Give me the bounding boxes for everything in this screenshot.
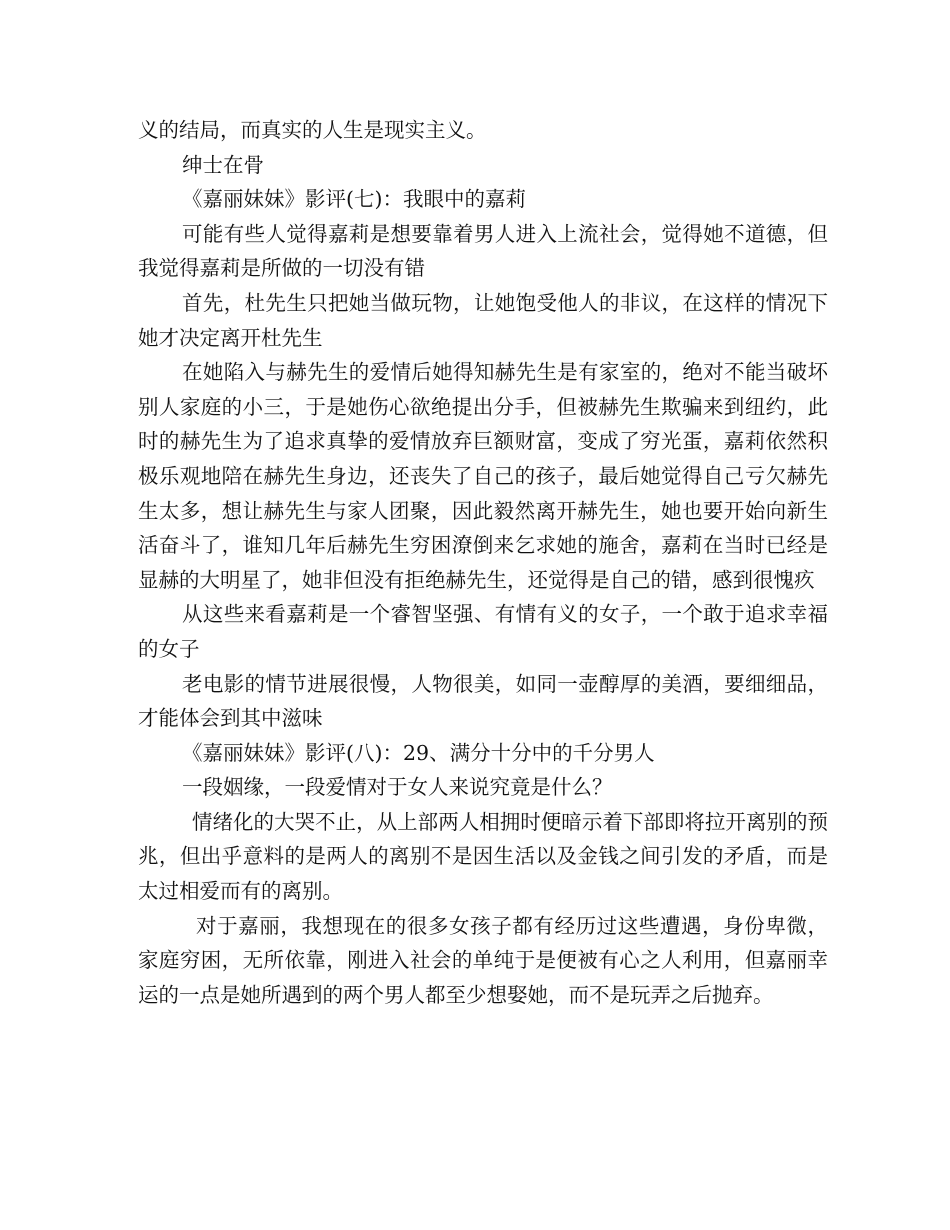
paragraph-12: 对于嘉丽，我想现在的很多女孩子都有经历过这些遭遇，身份卑微，家庭穷困，无所依靠，刚进入社会的单纯于是便被有心之人利用，但嘉丽幸运的一点是她所遇到的两个男人都至少想娶她，而不是玩弄之后抛弃。: [138, 913, 828, 1007]
paragraph-4: 可能有些人觉得嘉莉是想要靠着男人进入上流社会，觉得她不道德，但我觉得嘉莉是所做的一切没有错: [138, 221, 828, 281]
section-heading-review-7: 《嘉丽妹妹》影评(七)：我眼中的嘉莉: [182, 187, 526, 212]
paragraph-11: 情绪化的大哭不止，从上部两人相拥时便暗示着下部即将拉开离别的预兆，但出乎意料的是两人的离别不是因生活以及金钱之间引发的矛盾，而是太过相爱而有的离别。: [138, 809, 828, 904]
paragraph-2: 绅士在骨: [182, 152, 264, 177]
document-body: [138, 113, 828, 1012]
section-heading-review-8: 《嘉丽妹妹》影评(八)：29、满分十分中的千分男人: [182, 740, 655, 765]
paragraph-6: 在她陷入与赫先生的爱情后她得知赫先生是有家室的，绝对不能当破坏别人家庭的小三，于是她伤心欲绝提出分手，但被赫先生欺骗来到纽约，此时的赫先生为了追求真挚的爱情放弃巨额财富，变成了穷光蛋，嘉莉依然积极乐观地陪在赫先生身边，还丧失了自己的孩子，最后她觉得自己亏欠赫先生太多，想让赫先生与家人团聚，因此毅然离开赫先生，她也要开始向新生活奋斗了，谁知几年后赫先生穷困潦倒来乞求她的施舍，嘉莉在当时已经是显赫的大明星了，她非但没有拒绝赫先生，还觉得是自己的错，感到很愧疚: [138, 360, 828, 592]
paragraph-7: 从这些来看嘉莉是一个睿智坚强、有情有义的女子，一个敢于追求幸福的女子: [138, 602, 828, 661]
paragraph-1: 义的结局，而真实的人生是现实主义。: [138, 118, 487, 142]
paragraph-8: 老电影的情节进展很慢，人物很美，如同一壶醇厚的美酒，要细细品，才能体会到其中滋味: [138, 671, 828, 731]
paragraph-5: 首先，杜先生只把她当做玩物，让她饱受他人的非议，在这样的情况下她才决定离开杜先生: [138, 290, 828, 350]
paragraph-10: 一段姻缘，一段爱情对于女人来说究竟是什么？: [182, 775, 613, 800]
